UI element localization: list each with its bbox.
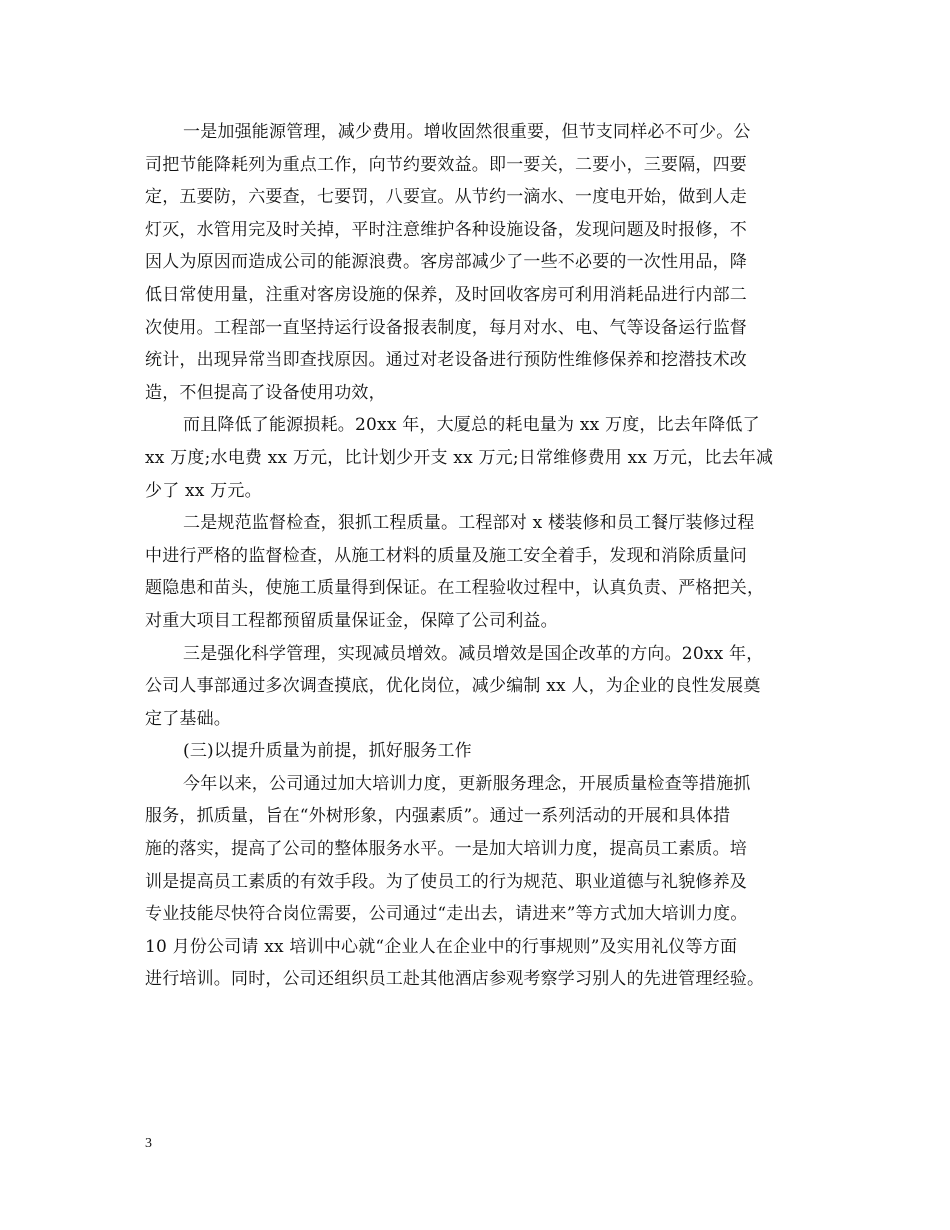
paragraph-line: 今年以来，公司通过加大培训力度，更新服务理念，开展质量检查等措施抓 [183,773,751,794]
paragraph-line: 施的落实，提高了公司的整体服务水平。一是加大培训力度，提高员工素质。培 [145,839,747,860]
paragraph-line: 进行培训。同时，公司还组织员工赴其他酒店参观考察学习别人的先进管理经验。 [145,969,765,990]
page-number: 3 [145,1136,152,1151]
paragraph-staff-efficiency [145,638,835,736]
paragraph-line: 二是规范监督检查，狠抓工程质量。工程部对 x 楼装修和员工餐厅装修过程 [183,513,755,534]
paragraph-line: 因人为原因而造成公司的能源浪费。客房部减少了一些不必要的一次性用品，降 [145,252,747,273]
paragraph-line: 一是加强能源管理，减少费用。增收固然很重要，但节支同样必不可少。公 [183,122,751,142]
paragraph-engineering-quality [145,507,835,637]
paragraph-line: 定，五要防，六要查，七要罚，八要宣。从节约一滴水、一度电开始，做到人走 [145,187,747,208]
paragraph-line: 统计，出现异常当即查找原因。通过对老设备进行预防性维修保养和挖潜技术改 [145,350,747,371]
paragraph-service-training [145,768,835,996]
paragraph-line: 专业技能尽快符合岗位需要，公司通过“走出去，请进来”等方式加大培训力度。 [145,904,748,925]
paragraph-line: 题隐患和苗头，使施工质量得到保证。在工程验收过程中，认真负责、严格把关， [145,578,765,599]
document-body [145,116,835,996]
paragraph-energy-management [145,116,835,409]
paragraph-line: 灯灭，水管用完及时关掉，平时注意维护各种设施设备，发现问题及时报修，不 [145,219,747,240]
paragraph-line: xx 万度;水电费 xx 万元，比计划少开支 xx 万元;日常维修费用 xx 万元，比去年减 [145,447,774,468]
paragraph-line: 公司人事部通过多次调查摸底，优化岗位，减少编制 xx 人，为企业的良性发展奠 [145,676,761,697]
section-heading: (三)以提升质量为前提，抓好服务工作 [183,741,472,762]
paragraph-line: 定了基础。 [145,708,231,729]
paragraph-line: 少了 xx 万元。 [145,480,262,501]
paragraph-line: 三是强化科学管理，实现减员增效。减员增效是国企改革的方向。20xx 年， [183,643,764,664]
paragraph-line: 低日常使用量，注重对客房设施的保养，及时回收客房可利用消耗品进行内部二 [145,284,747,305]
paragraph-line: 司把节能降耗列为重点工作，向节约要效益。即一要关，二要小，三要隔，四要 [145,154,747,175]
section-heading-service-quality [145,735,835,768]
paragraph-line: 造，不但提高了设备使用功效， [145,382,386,403]
paragraph-line: 对重大项目工程都预留质量保证金，保障了公司利益。 [145,610,558,631]
paragraph-line: 中进行严格的监督检查，从施工材料的质量及施工安全着手，发现和消除质量问 [145,545,747,566]
paragraph-line: 次使用。工程部一直坚持运行设备报表制度，每月对水、电、气等设备运行监督 [145,317,747,338]
paragraph-line: 训是提高员工素质的有效手段。为了使员工的行为规范、职业道德与礼貌修养及 [145,871,747,892]
paragraph-line: 而且降低了能源损耗。20xx 年，大厦总的耗电量为 xx 万度，比去年降低了 [183,415,760,436]
paragraph-energy-results [145,409,835,507]
paragraph-line: 服务，抓质量，旨在“外树形象，内强素质”。通过一系列活动的开展和具体措 [145,806,731,827]
paragraph-line: 10 月份公司请 xx 培训中心就“企业人在企业中的行事规则”及实用礼仪等方面 [145,936,738,957]
